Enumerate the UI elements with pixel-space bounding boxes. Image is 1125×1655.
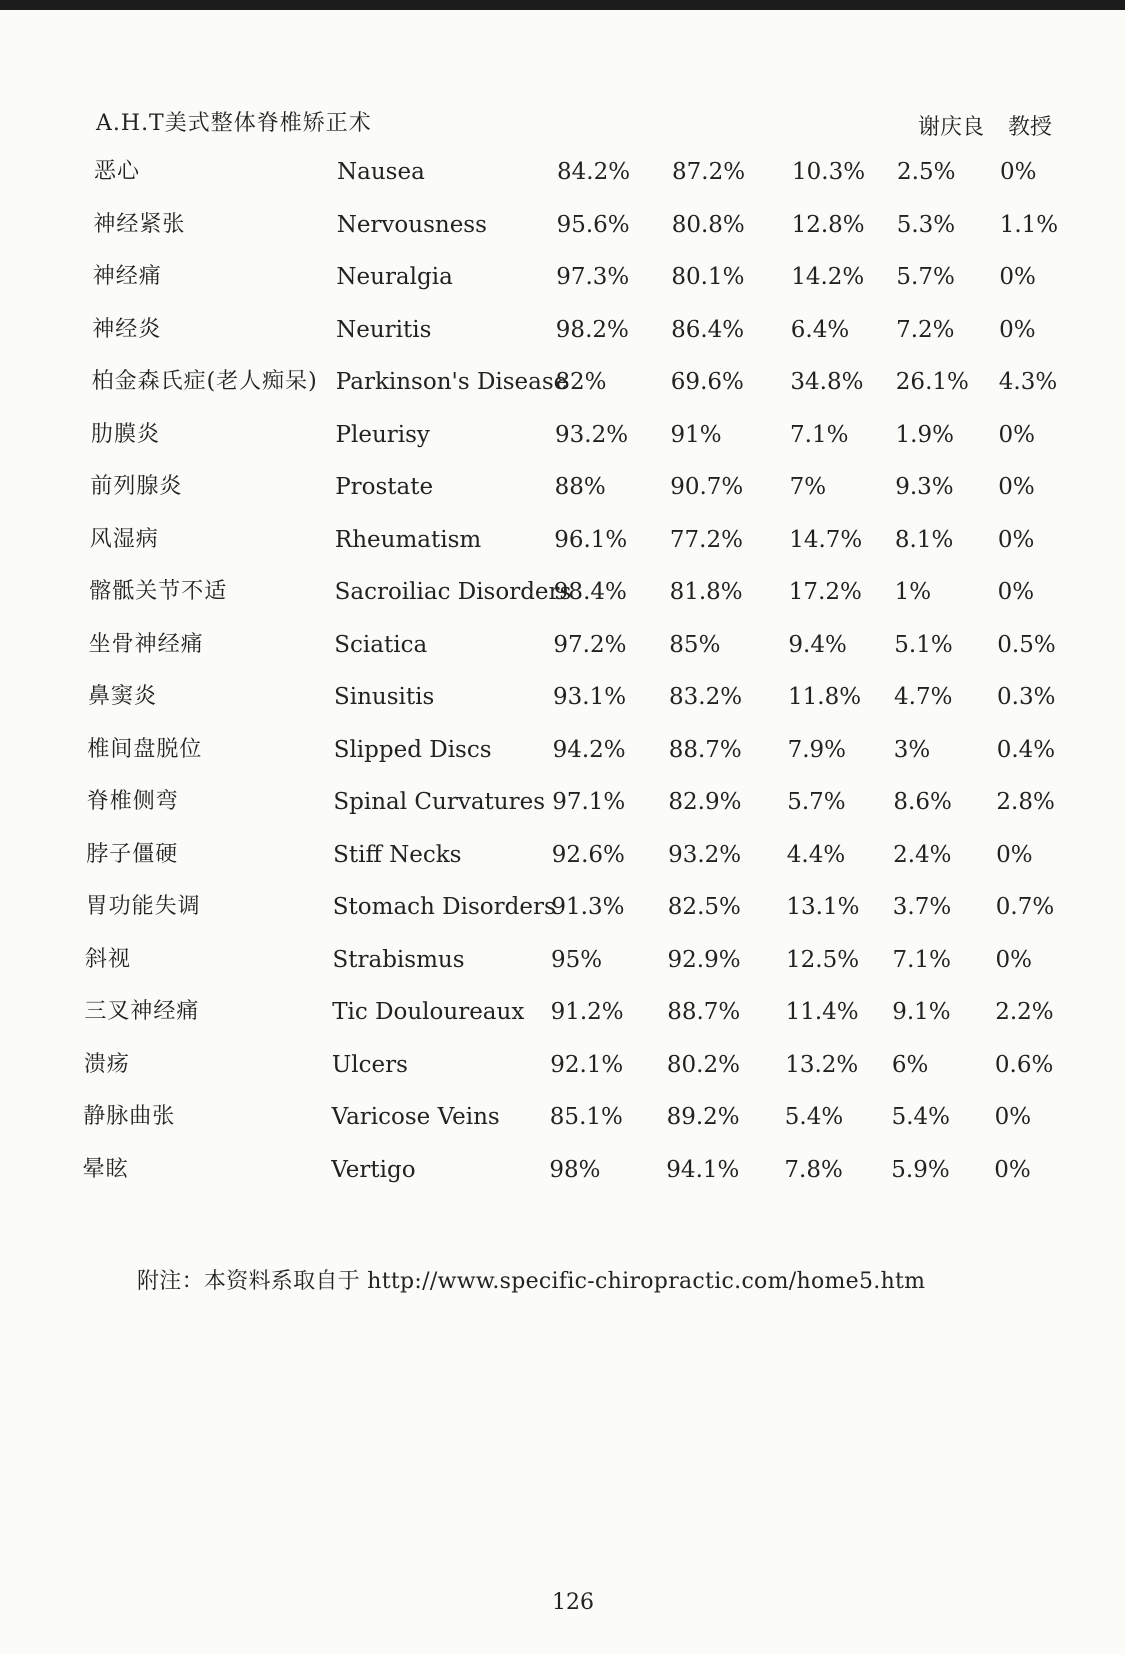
results-table: [0, 157, 1125, 1207]
cell-value-2: 89.2%: [666, 1104, 740, 1130]
cell-value-4: 2.5%: [897, 159, 956, 185]
cell-chinese-name: 风湿病: [89, 526, 159, 552]
cell-english-name: Spinal Curvatures: [333, 789, 545, 815]
cell-value-3: 7%: [789, 474, 827, 500]
cell-value-5: 0.5%: [997, 631, 1056, 658]
cell-value-5: 0%: [1000, 159, 1037, 185]
cell-value-5: 1.1%: [999, 211, 1059, 238]
cell-value-1: 96.1%: [554, 526, 628, 553]
cell-chinese-name: 斜视: [85, 946, 132, 972]
cell-value-2: 82.5%: [667, 894, 741, 920]
cell-value-4: 1%: [894, 579, 932, 605]
cell-value-1: 92.1%: [550, 1051, 624, 1078]
cell-value-5: 2.8%: [996, 789, 1055, 815]
cell-value-5: 0%: [999, 316, 1036, 343]
cell-value-3: 12.5%: [786, 946, 860, 973]
cell-english-name: Neuritis: [336, 316, 432, 343]
cell-value-3: 6.4%: [790, 316, 850, 343]
cell-english-name: Stomach Disorders: [332, 894, 556, 920]
cell-value-4: 2.4%: [893, 841, 952, 868]
table-row: [0, 945, 1125, 998]
cell-value-2: 91%: [670, 421, 722, 448]
cell-value-5: 0.6%: [994, 1051, 1054, 1078]
cell-value-1: 97.1%: [552, 789, 626, 815]
cell-value-3: 17.2%: [788, 579, 862, 605]
cell-value-4: 9.1%: [892, 999, 951, 1025]
author-name: 谢庆良: [918, 115, 985, 140]
cell-chinese-name: 前列腺炎: [90, 474, 183, 499]
author-title: 教授: [1008, 115, 1053, 140]
table-row: [0, 630, 1125, 683]
page-header-title: A.H.T美式整体脊椎矫正术: [96, 111, 372, 136]
cell-value-2: 85%: [669, 631, 721, 658]
cell-value-4: 8.6%: [893, 789, 952, 815]
cell-value-1: 93.1%: [553, 684, 627, 710]
cell-chinese-name: 神经紧张: [93, 211, 186, 237]
cell-value-2: 82.9%: [668, 789, 742, 815]
cell-value-3: 12.8%: [791, 211, 865, 238]
table-row: [0, 472, 1125, 525]
cell-value-3: 13.2%: [785, 1051, 859, 1078]
cell-value-2: 80.1%: [671, 264, 745, 290]
cell-english-name: Parkinson's Disease: [335, 369, 568, 395]
cell-value-4: 5.3%: [896, 211, 956, 238]
cell-value-2: 93.2%: [668, 841, 742, 868]
cell-value-4: 26.1%: [895, 369, 969, 395]
table-row: [0, 210, 1125, 263]
cell-value-1: 95%: [551, 946, 603, 973]
cell-value-3: 5.7%: [787, 789, 846, 815]
cell-value-3: 34.8%: [790, 369, 864, 395]
cell-value-1: 97.2%: [553, 631, 627, 658]
table-row: [0, 1050, 1125, 1103]
cell-value-4: 5.7%: [896, 264, 955, 290]
cell-english-name: Varicose Veins: [331, 1104, 500, 1130]
cell-chinese-name: 髂骶关节不适: [89, 579, 228, 604]
cell-value-4: 7.1%: [892, 946, 951, 973]
cell-english-name: Ulcers: [331, 1051, 408, 1078]
cell-value-2: 94.1%: [666, 1156, 740, 1183]
table-row: [0, 997, 1125, 1050]
cell-value-5: 0%: [998, 474, 1035, 500]
cell-value-2: 83.2%: [669, 684, 743, 710]
cell-value-1: 95.6%: [556, 211, 630, 238]
cell-value-4: 3%: [893, 736, 931, 763]
cell-english-name: Neuralgia: [336, 264, 453, 290]
cell-chinese-name: 三叉神经痛: [84, 999, 200, 1024]
cell-value-2: 69.6%: [670, 369, 744, 395]
cell-english-name: Vertigo: [331, 1156, 416, 1183]
cell-value-2: 86.4%: [671, 316, 745, 343]
cell-chinese-name: 脊椎侧弯: [86, 789, 179, 814]
cell-value-1: 98.4%: [553, 579, 627, 605]
cell-value-1: 94.2%: [552, 736, 626, 763]
cell-value-3: 14.2%: [791, 264, 865, 290]
cell-english-name: Stiff Necks: [333, 841, 462, 868]
table-row: [0, 682, 1125, 735]
cell-english-name: Sacroiliac Disorders: [334, 579, 572, 605]
cell-value-3: 4.4%: [786, 841, 846, 868]
cell-value-5: 2.2%: [995, 999, 1054, 1025]
cell-chinese-name: 脖子僵硬: [86, 841, 179, 867]
cell-value-3: 5.4%: [784, 1104, 844, 1130]
cell-value-1: 98.2%: [555, 316, 629, 343]
table-row: [0, 525, 1125, 578]
cell-value-1: 91.3%: [551, 894, 625, 920]
cell-value-5: 0%: [997, 526, 1035, 553]
cell-value-5: 0.7%: [995, 894, 1055, 920]
cell-value-2: 80.8%: [671, 211, 745, 238]
cell-value-5: 0.4%: [996, 736, 1056, 763]
footnote: 附注：本资料系取自于 http://www.specific-chiropractic.com/home5.htm: [137, 1269, 926, 1294]
scan-top-band: [0, 0, 1125, 10]
table-row: [0, 315, 1125, 368]
cell-value-3: 14.7%: [789, 526, 863, 553]
cell-chinese-name: 溃疡: [83, 1051, 130, 1077]
table-row: [0, 840, 1125, 893]
cell-chinese-name: 柏金森氏症(老人痴呆): [91, 369, 318, 394]
cell-value-4: 5.1%: [894, 631, 953, 658]
page-header-author: [918, 110, 1052, 141]
cell-chinese-name: 晕眩: [82, 1156, 129, 1182]
cell-value-2: 77.2%: [669, 526, 743, 553]
cell-value-1: 98%: [549, 1156, 601, 1183]
cell-english-name: Rheumatism: [334, 526, 482, 553]
cell-value-1: 88%: [554, 474, 606, 500]
cell-value-2: 90.7%: [670, 474, 744, 500]
table-row: [0, 577, 1125, 630]
cell-value-4: 3.7%: [892, 894, 952, 920]
cell-english-name: Strabismus: [332, 946, 465, 973]
cell-value-1: 97.3%: [556, 264, 630, 290]
cell-value-3: 11.4%: [785, 999, 859, 1025]
cell-value-3: 7.9%: [787, 736, 847, 763]
cell-value-5: 0%: [999, 264, 1036, 290]
cell-value-4: 7.2%: [896, 316, 955, 343]
cell-chinese-name: 神经痛: [92, 264, 162, 289]
cell-value-3: 7.1%: [790, 421, 849, 448]
cell-value-2: 88.7%: [667, 999, 741, 1025]
cell-value-4: 8.1%: [894, 526, 954, 553]
cell-value-2: 88.7%: [668, 736, 742, 763]
cell-chinese-name: 恶心: [94, 159, 141, 184]
table-row: [0, 420, 1125, 473]
cell-value-4: 6%: [891, 1051, 929, 1078]
cell-value-3: 10.3%: [792, 159, 866, 185]
cell-value-4: 5.9%: [891, 1156, 950, 1183]
cell-value-1: 82%: [555, 369, 607, 395]
cell-value-4: 1.9%: [895, 421, 954, 448]
table-row: [0, 367, 1125, 420]
cell-value-5: 0%: [997, 579, 1035, 605]
table-row: [0, 262, 1125, 315]
cell-value-2: 80.2%: [666, 1051, 740, 1078]
cell-value-3: 11.8%: [788, 684, 862, 710]
cell-chinese-name: 鼻窦炎: [88, 684, 158, 709]
cell-value-5: 0.3%: [997, 684, 1056, 710]
cell-value-5: 0%: [994, 1156, 1031, 1183]
cell-chinese-name: 椎间盘脱位: [87, 736, 203, 762]
table-row: [0, 787, 1125, 840]
cell-english-name: Sinusitis: [334, 684, 435, 710]
cell-value-5: 0%: [996, 841, 1033, 868]
cell-english-name: Prostate: [335, 474, 434, 500]
cell-english-name: Nausea: [337, 159, 425, 185]
table-row: [0, 157, 1125, 210]
cell-value-4: 4.7%: [894, 684, 953, 710]
table-row: [0, 1155, 1125, 1208]
cell-value-2: 92.9%: [667, 946, 741, 973]
cell-english-name: Pleurisy: [335, 421, 430, 448]
cell-chinese-name: 神经炎: [92, 316, 162, 342]
table-row: [0, 1102, 1125, 1155]
cell-value-2: 81.8%: [669, 579, 743, 605]
cell-value-3: 13.1%: [786, 894, 860, 920]
cell-value-5: 0%: [995, 946, 1032, 973]
cell-english-name: Tic Douloureaux: [332, 999, 525, 1025]
page-number: 126: [552, 1590, 594, 1615]
cell-value-3: 7.8%: [784, 1156, 843, 1183]
table-row: [0, 735, 1125, 788]
cell-chinese-name: 坐骨神经痛: [88, 631, 204, 657]
cell-chinese-name: 静脉曲张: [83, 1104, 176, 1129]
cell-value-1: 84.2%: [557, 159, 631, 185]
cell-english-name: Nervousness: [336, 211, 487, 238]
cell-chinese-name: 胃功能失调: [85, 894, 201, 919]
cell-value-5: 0%: [994, 1104, 1032, 1130]
cell-value-5: 0%: [998, 421, 1035, 448]
cell-value-1: 93.2%: [555, 421, 629, 448]
cell-chinese-name: 肋膜炎: [91, 421, 161, 447]
cell-value-1: 85.1%: [549, 1104, 623, 1130]
table-row: [0, 892, 1125, 945]
cell-value-5: 4.3%: [998, 369, 1058, 395]
cell-english-name: Sciatica: [334, 631, 428, 658]
cell-value-4: 5.4%: [891, 1104, 951, 1130]
cell-value-2: 87.2%: [672, 159, 746, 185]
cell-value-4: 9.3%: [895, 474, 954, 500]
cell-value-3: 9.4%: [788, 631, 847, 658]
cell-value-1: 92.6%: [551, 841, 625, 868]
cell-value-1: 91.2%: [550, 999, 624, 1025]
cell-english-name: Slipped Discs: [333, 736, 492, 763]
